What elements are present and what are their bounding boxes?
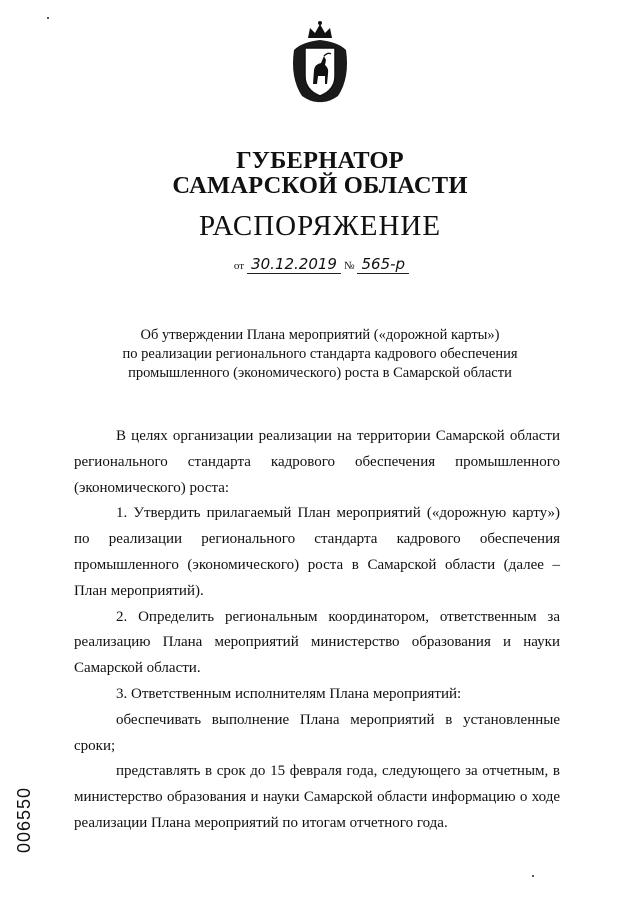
- body-paragraph-1: 1. Утвердить прилагаемый План мероприятий («дорожную карту») по реализации регионального стандарта кадрового обеспечения промышленного (экономического) роста в Самарской области (далее – План мероприятий).: [74, 505, 560, 599]
- document-type: РАСПОРЯЖЕНИЕ: [198, 210, 442, 242]
- document-subject: [0, 326, 640, 383]
- side-registration-number: 006550: [14, 786, 34, 853]
- date-label: от: [233, 260, 245, 272]
- document-body: [74, 424, 560, 837]
- number-value: 565-р: [357, 255, 409, 274]
- subject-line: Об утверждении Плана мероприятий («дорожной карты»): [140, 327, 500, 343]
- date-value: 30.12.2019: [247, 255, 341, 274]
- subject-line: промышленного (экономического) роста в Самарской области: [128, 365, 512, 381]
- body-paragraph-3a: обеспечивать выполнение Плана мероприятий в установленные сроки;: [74, 711, 560, 754]
- issuer-title-line2: САМАРСКОЙ ОБЛАСТИ: [172, 172, 468, 199]
- scan-speck: [47, 17, 49, 19]
- body-paragraph-2: 2. Определить региональным координатором, ответственным за реализацию Плана мероприятий министерство образования и науки Самарской области.: [74, 608, 560, 677]
- date-number-line: [0, 255, 640, 274]
- scan-speck: [532, 875, 534, 877]
- number-label: №: [343, 260, 355, 272]
- coat-of-arms-icon: [288, 20, 352, 104]
- subject-line: по реализации регионального стандарта кадрового обеспечения: [122, 346, 518, 362]
- body-paragraph-3: 3. Ответственным исполнителям Плана мероприятий:: [116, 685, 462, 702]
- issuer-title-line1: ГУБЕРНАТОР: [236, 147, 404, 174]
- body-paragraph-preamble: В целях организации реализации на территории Самарской области регионального стандарта кадрового обеспечения промышленного (экономического) роста:: [74, 428, 560, 496]
- body-paragraph-3b: представлять в срок до 15 февраля года, следующего за отчетным, в министерство образования и науки Самарской области информацию о ходе реализации Плана мероприятий по итогам отчетного года.: [74, 763, 560, 831]
